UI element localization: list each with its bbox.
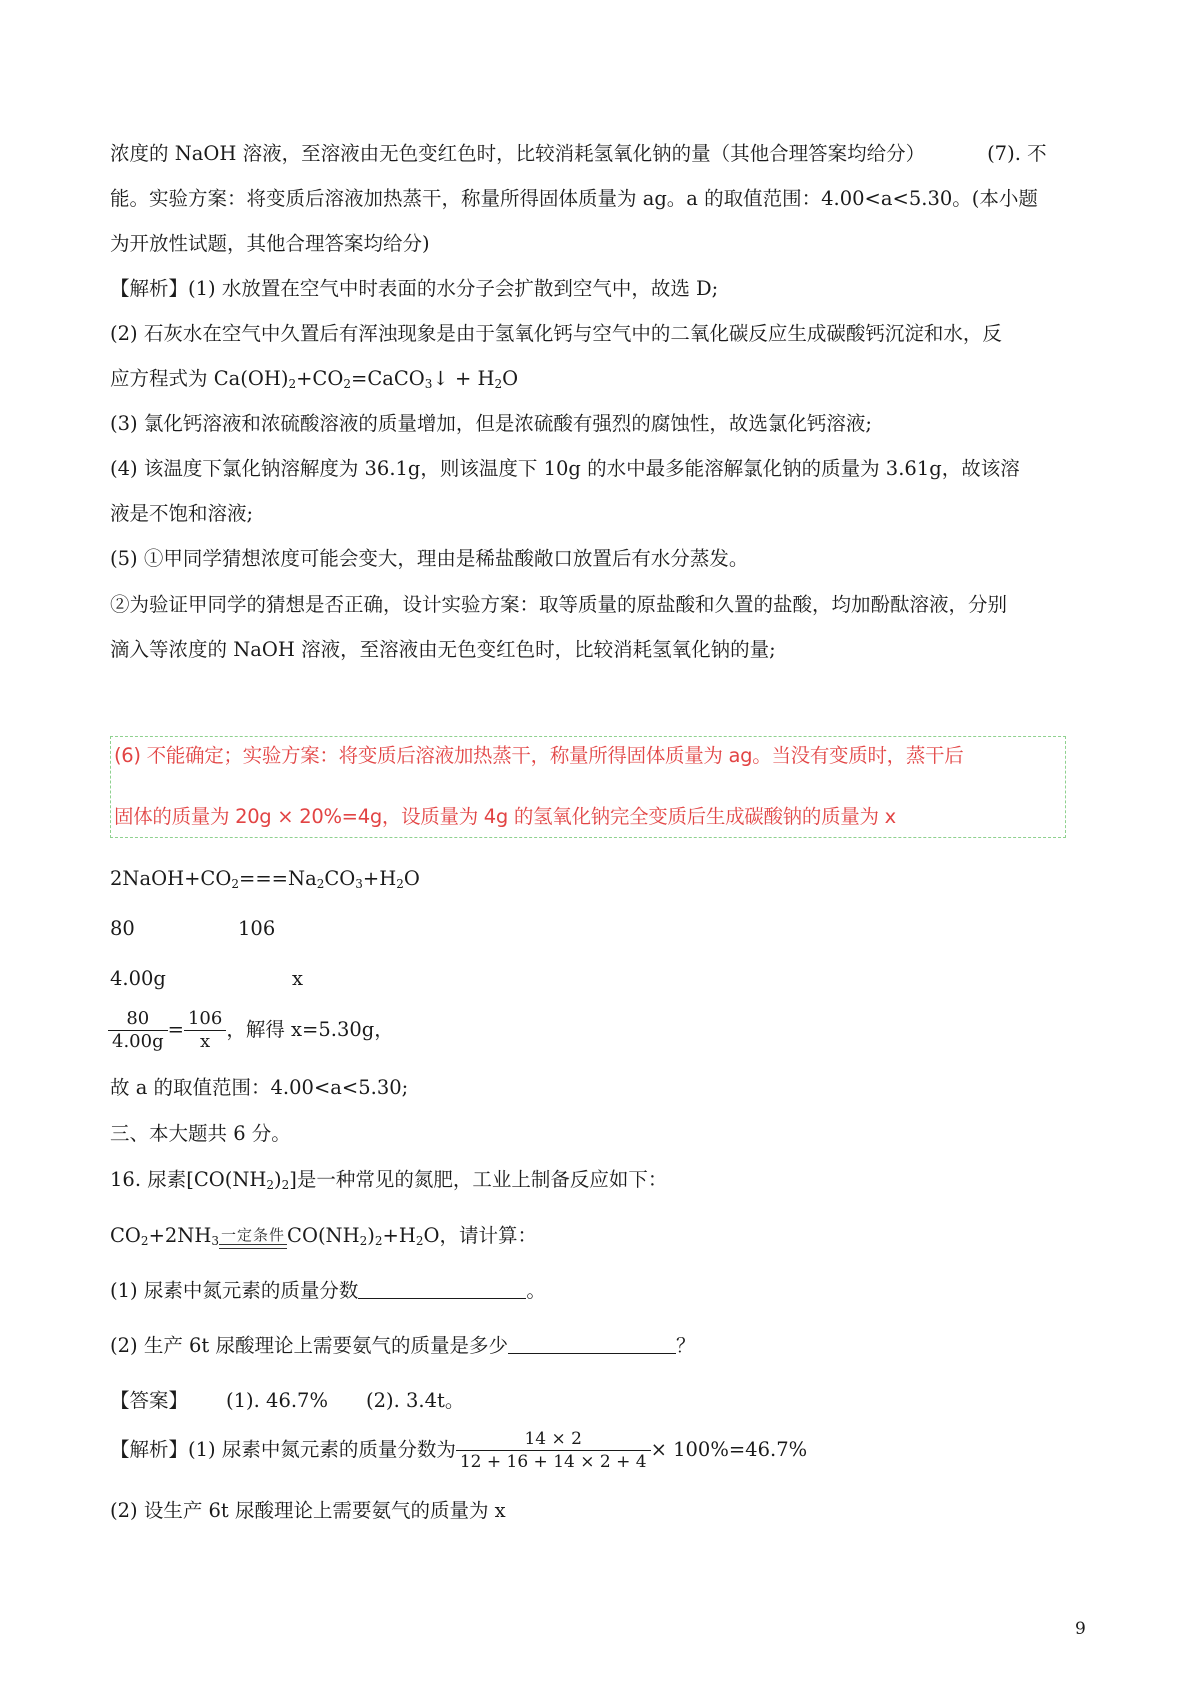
analysis-16-2: (2) 设生产 6t 尿酸理论上需要氨气的质量为 x [110,1499,506,1522]
proportion: $\frac{80}{4.00g}$ = $\frac{106}{x}$ ，解得 x=5.30g， [108,1004,394,1056]
answer-blank-1[interactable] [358,1278,526,1299]
question-16-equation: $CO_2+2NH_3$ 一定条件 $CO(NH_2)_2+H_2O$，请计算： [110,1224,538,1248]
fraction-left: $\frac{80}{4.00g}$ [108,1008,168,1053]
analysis-line-6: 液是不饱和溶液; [110,502,254,525]
analysis-line-7: (5) ①甲同学猜想浓度可能会变大，理由是稀盐酸敞口放置后有水分蒸发。 [110,547,749,570]
question-16-intro: 16. 尿素$[CO(NH_2)_2]$是一种常见的氮肥，工业上制备反应如下： [110,1168,668,1192]
analysis-line-1: 【解析】(1) 水放置在空气中时表面的水分子会扩散到空气中，故选 D; [110,277,719,300]
answer-blank-2[interactable] [508,1333,676,1354]
reaction-condition: 一定条件 [221,1226,286,1244]
mass-value-2: x [292,967,303,990]
fraction-right: $\frac{106}{x}$ [184,1008,226,1053]
text-line-1: 浓度的 NaOH 溶液，至溶液由无色变红色时，比较消耗氢氧化钠的量（其他合理答案均给分） (7). 不 [110,142,1047,165]
answer-line: 【答案】 (1). 46.7% (2). 3.4t。 [110,1389,465,1412]
nitrogen-fraction: $\frac{14 \times 2}{12 + 16 + 14 \times 2 + 4}$ [456,1428,651,1473]
range-result: 故 a 的取值范围：4.00<a<5.30; [110,1076,409,1099]
molar-mass-1: 80 [110,917,135,940]
question-16-part-1: (1) 尿素中氮元素的质量分数 。 [110,1279,546,1302]
analysis-line-8: ②为验证甲同学的猜想是否正确，设计实验方案：取等质量的原盐酸和久置的盐酸，均加酚酞溶液，分别 [110,593,1008,616]
analysis-line-3: 应方程式为 $Ca(OH)_2+CO_2=CaCO_3↓ + H_2O$ [110,367,519,391]
analysis-line-9: 滴入等浓度的 NaOH 溶液，至溶液由无色变红色时，比较消耗氢氧化钠的量; [110,638,776,661]
text-line-3: 为开放性试题，其他合理答案均给分) [110,232,430,255]
analysis-line-4: (3) 氯化钙溶液和浓硫酸溶液的质量增加，但是浓硫酸有强烈的腐蚀性，故选氯化钙溶液; [110,412,872,435]
analysis-16-1: 【解析】(1) 尿素中氮元素的质量分数为 $\frac{14 \times 2}{12 + 16 + 14 \times 2 + 4}$ × 100%=46.7% [110,1429,808,1472]
analysis-line-5: (4) 该温度下氯化钠溶解度为 36.1g，则该温度下 10g 的水中最多能溶解氯化钠的质量为 3.61g，故该溶 [110,457,1020,480]
analysis-line-2: (2) 石灰水在空气中久置后有浑浊现象是由于氢氧化钙与空气中的二氧化碳反应生成碳酸钙沉淀和水，反 [110,322,1002,345]
molar-mass-2: 106 [238,917,276,940]
highlight-line-1: (6) 不能确定；实验方案：将变质后溶液加热蒸干，称量所得固体质量为 ag。当没有变质时，蒸干后 [114,744,964,767]
page-number: 9 [1075,1619,1086,1639]
section-heading: 三、本大题共 6 分。 [110,1122,291,1145]
highlight-line-2: 固体的质量为 20g × 20%=4g，设质量为 4g 的氢氧化钠完全变质后生成碳酸钠的质量为 x [114,805,896,828]
text-line-2: 能。实验方案：将变质后溶液加热蒸干，称量所得固体质量为 ag。a 的取值范围：4.00<a<5.30。(本小题 [110,187,1038,210]
question-16-part-2: (2) 生产 6t 尿酸理论上需要氨气的质量是多少 ？ [110,1334,696,1357]
mass-value-1: 4.00g [110,967,166,990]
chemical-equation: $2NaOH+CO_2===Na_2CO_3+H_2O$ [110,867,420,891]
